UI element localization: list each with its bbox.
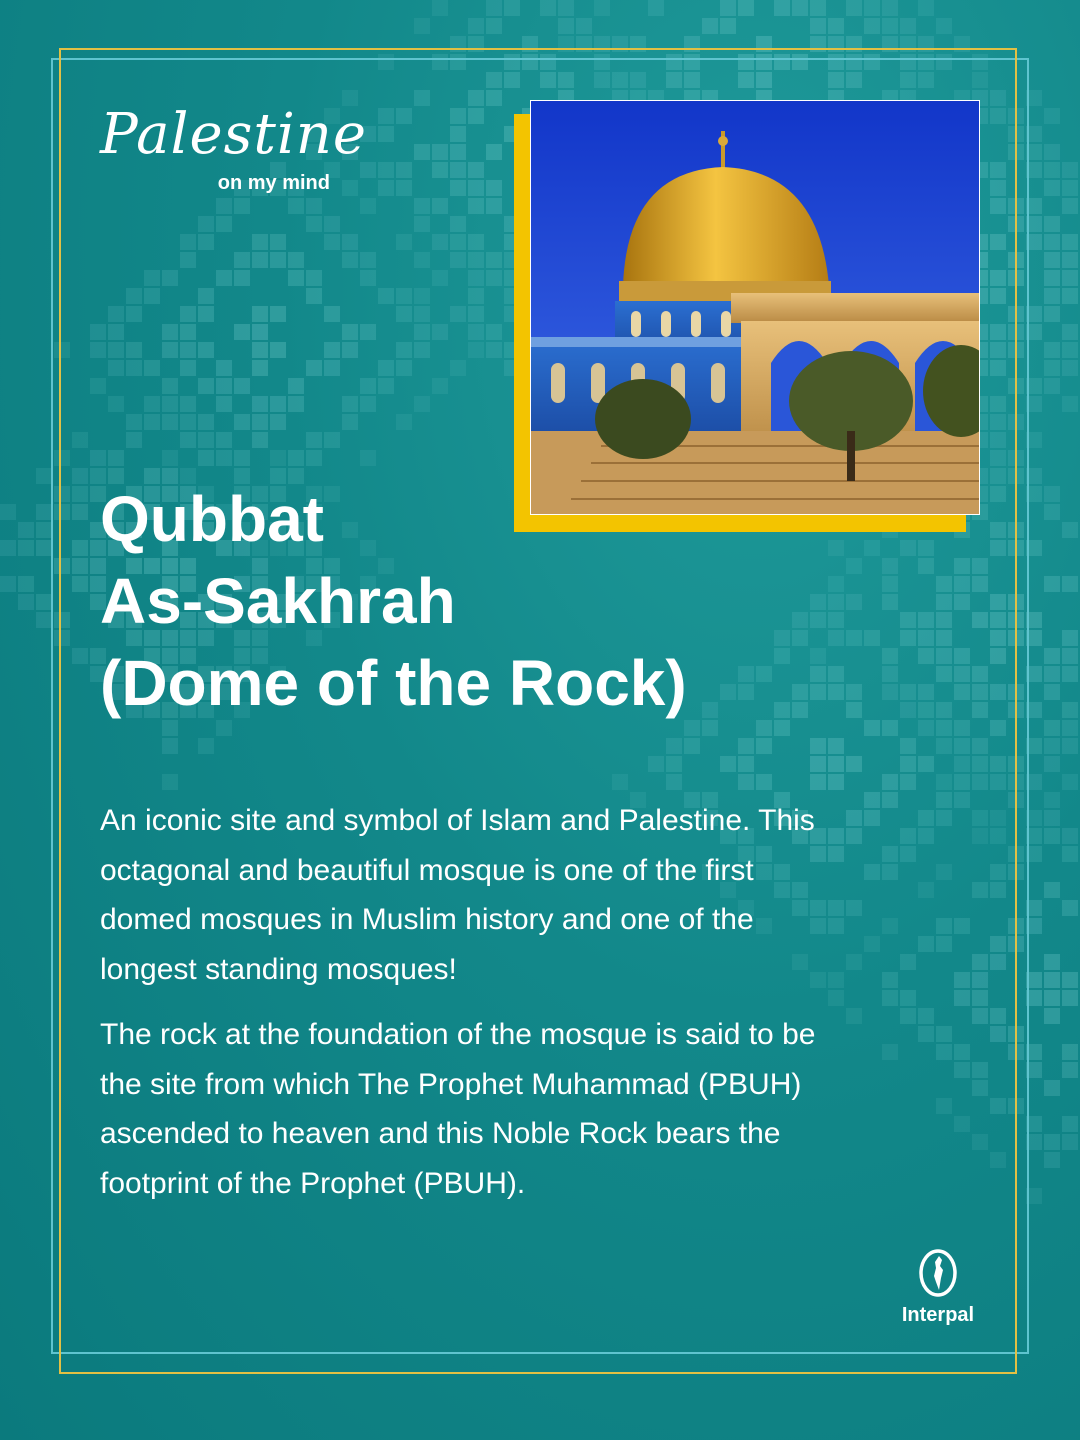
- palestine-map-icon: [918, 1248, 958, 1298]
- description-paragraph-2: The rock at the foundation of the mosque is said to be the site from which The Prophet Muhammad (PBUH) ascended to heaven and this Noble Rock bears the footprint of the Prophet (PBUH).: [100, 1018, 816, 1200]
- logo-tagline: on my mind: [217, 172, 330, 194]
- description: [100, 796, 840, 1224]
- dome-of-the-rock-photo: [530, 100, 980, 515]
- logo-script: Palestine: [100, 102, 367, 167]
- title-line-3: (Dome of the Rock): [100, 647, 687, 719]
- brand-name: Interpal: [901, 1304, 975, 1326]
- description-paragraph-1: An iconic site and symbol of Islam and Palestine. This octagonal and beautiful mosque is one of the first domed mosques in Muslim history and one of the longest standing mosques!: [100, 804, 815, 986]
- brand-logo: [888, 1248, 988, 1348]
- page-title: [100, 478, 960, 724]
- title-line-2: As-Sakhrah: [100, 565, 456, 637]
- title-line-1: Qubbat: [100, 483, 324, 555]
